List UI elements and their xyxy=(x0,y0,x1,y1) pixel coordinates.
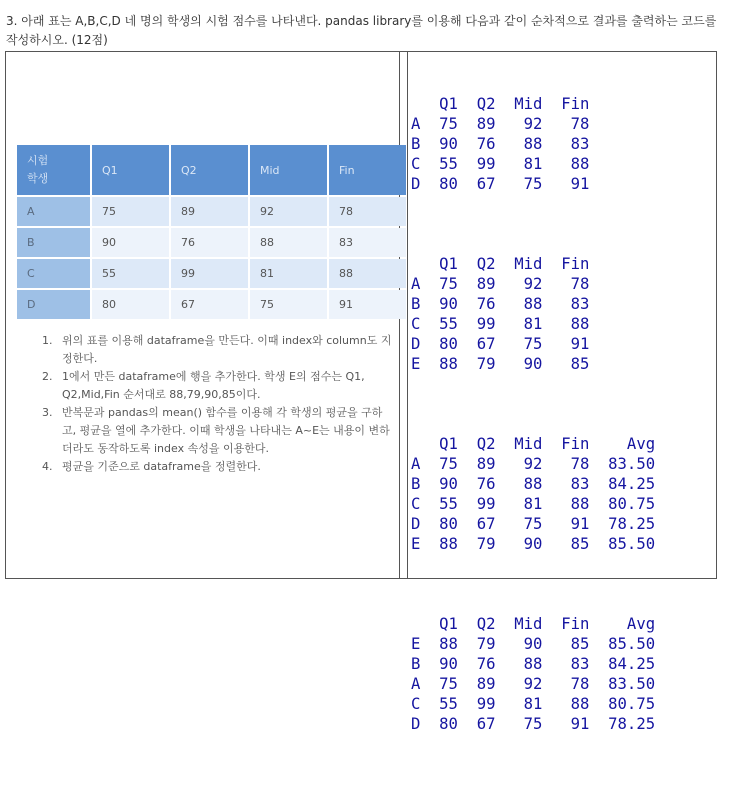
table-row xyxy=(17,290,406,319)
task-text: 위의 표를 이용해 dataframe을 만든다. 이때 index와 column도 지정한다. xyxy=(62,334,392,365)
table-cell: 88 xyxy=(250,228,327,257)
table-cell: 83 xyxy=(329,228,406,257)
corner-label-exam: 시험 xyxy=(27,154,49,167)
task-number: 1. xyxy=(42,334,53,347)
table-header-row xyxy=(17,145,406,195)
task-number: 3. xyxy=(42,406,53,419)
column-header: Mid xyxy=(250,145,327,195)
table-cell: 67 xyxy=(171,290,248,319)
question-text: 3. 아래 표는 A,B,C,D 네 명의 학생의 시험 점수를 나타낸다. pandas library를 이용해 다음과 같이 순차적으로 결과를 출력하는 코드를 작성하시오. (12점) xyxy=(6,14,717,47)
score-table xyxy=(15,143,408,321)
table-cell: 91 xyxy=(329,290,406,319)
table-cell: 75 xyxy=(250,290,327,319)
table-cell: 75 xyxy=(92,197,169,226)
table-row xyxy=(17,197,406,226)
table-row xyxy=(17,259,406,288)
output-block-2: Q1 Q2 Mid Fin A 75 89 92 78 B 90 76 88 83 C 55 99 81 88 D 80 67 75 91 E 88 79 90 85 xyxy=(411,255,590,373)
table-row xyxy=(17,228,406,257)
table-cell: 55 xyxy=(92,259,169,288)
row-header: C xyxy=(17,259,90,288)
task-number: 4. xyxy=(42,460,53,473)
table-cell: 78 xyxy=(329,197,406,226)
task-list xyxy=(26,332,394,476)
list-item xyxy=(26,404,394,458)
output-block-1: Q1 Q2 Mid Fin A 75 89 92 78 B 90 76 88 83 C 55 99 81 88 D 80 67 75 91 xyxy=(411,95,590,193)
task-number: 2. xyxy=(42,370,53,383)
table-cell: 92 xyxy=(250,197,327,226)
output-block-4: Q1 Q2 Mid Fin Avg E 88 79 90 85 85.50 B 90 76 88 83 84.25 A 75 89 92 78 83.50 C 55 99 81 88 80.75 D 80 67 75 91 78.25 xyxy=(411,615,656,733)
list-item xyxy=(26,368,394,404)
row-header: D xyxy=(17,290,90,319)
list-item xyxy=(26,458,394,476)
table-cell: 88 xyxy=(329,259,406,288)
output-block-3: Q1 Q2 Mid Fin Avg A 75 89 92 78 83.50 B 90 76 88 83 84.25 C 55 99 81 88 80.75 D 80 67 75 91 78.25 E 88 79 90 85 85.50 xyxy=(411,435,656,553)
row-header: A xyxy=(17,197,90,226)
table-cell: 76 xyxy=(171,228,248,257)
table-cell: 80 xyxy=(92,290,169,319)
task-text: 반복문과 pandas의 mean() 함수를 이용해 각 학생의 평균을 구하고, 평균을 열에 추가한다. 이때 학생을 나타내는 A~E는 내용이 변하더라도 동작하도록 index 속성을 이용한다. xyxy=(62,406,390,455)
table-cell: 90 xyxy=(92,228,169,257)
corner-label-student: 학생 xyxy=(27,172,49,185)
problem-frame xyxy=(5,51,717,733)
task-text: 평균을 기준으로 dataframe을 정렬한다. xyxy=(62,460,261,473)
column-header: Q1 xyxy=(92,145,169,195)
column-header: Fin xyxy=(329,145,406,195)
table-cell: 89 xyxy=(171,197,248,226)
task-text: 1에서 만든 dataframe에 행을 추가한다. 학생 E의 점수는 Q1, Q2,Mid,Fin 순서대로 88,79,90,85이다. xyxy=(62,370,365,401)
table-corner-header xyxy=(17,145,90,195)
column-header: Q2 xyxy=(171,145,248,195)
list-item xyxy=(26,332,394,368)
row-header: B xyxy=(17,228,90,257)
console-output xyxy=(411,54,716,794)
table-cell: 81 xyxy=(250,259,327,288)
table-cell: 99 xyxy=(171,259,248,288)
